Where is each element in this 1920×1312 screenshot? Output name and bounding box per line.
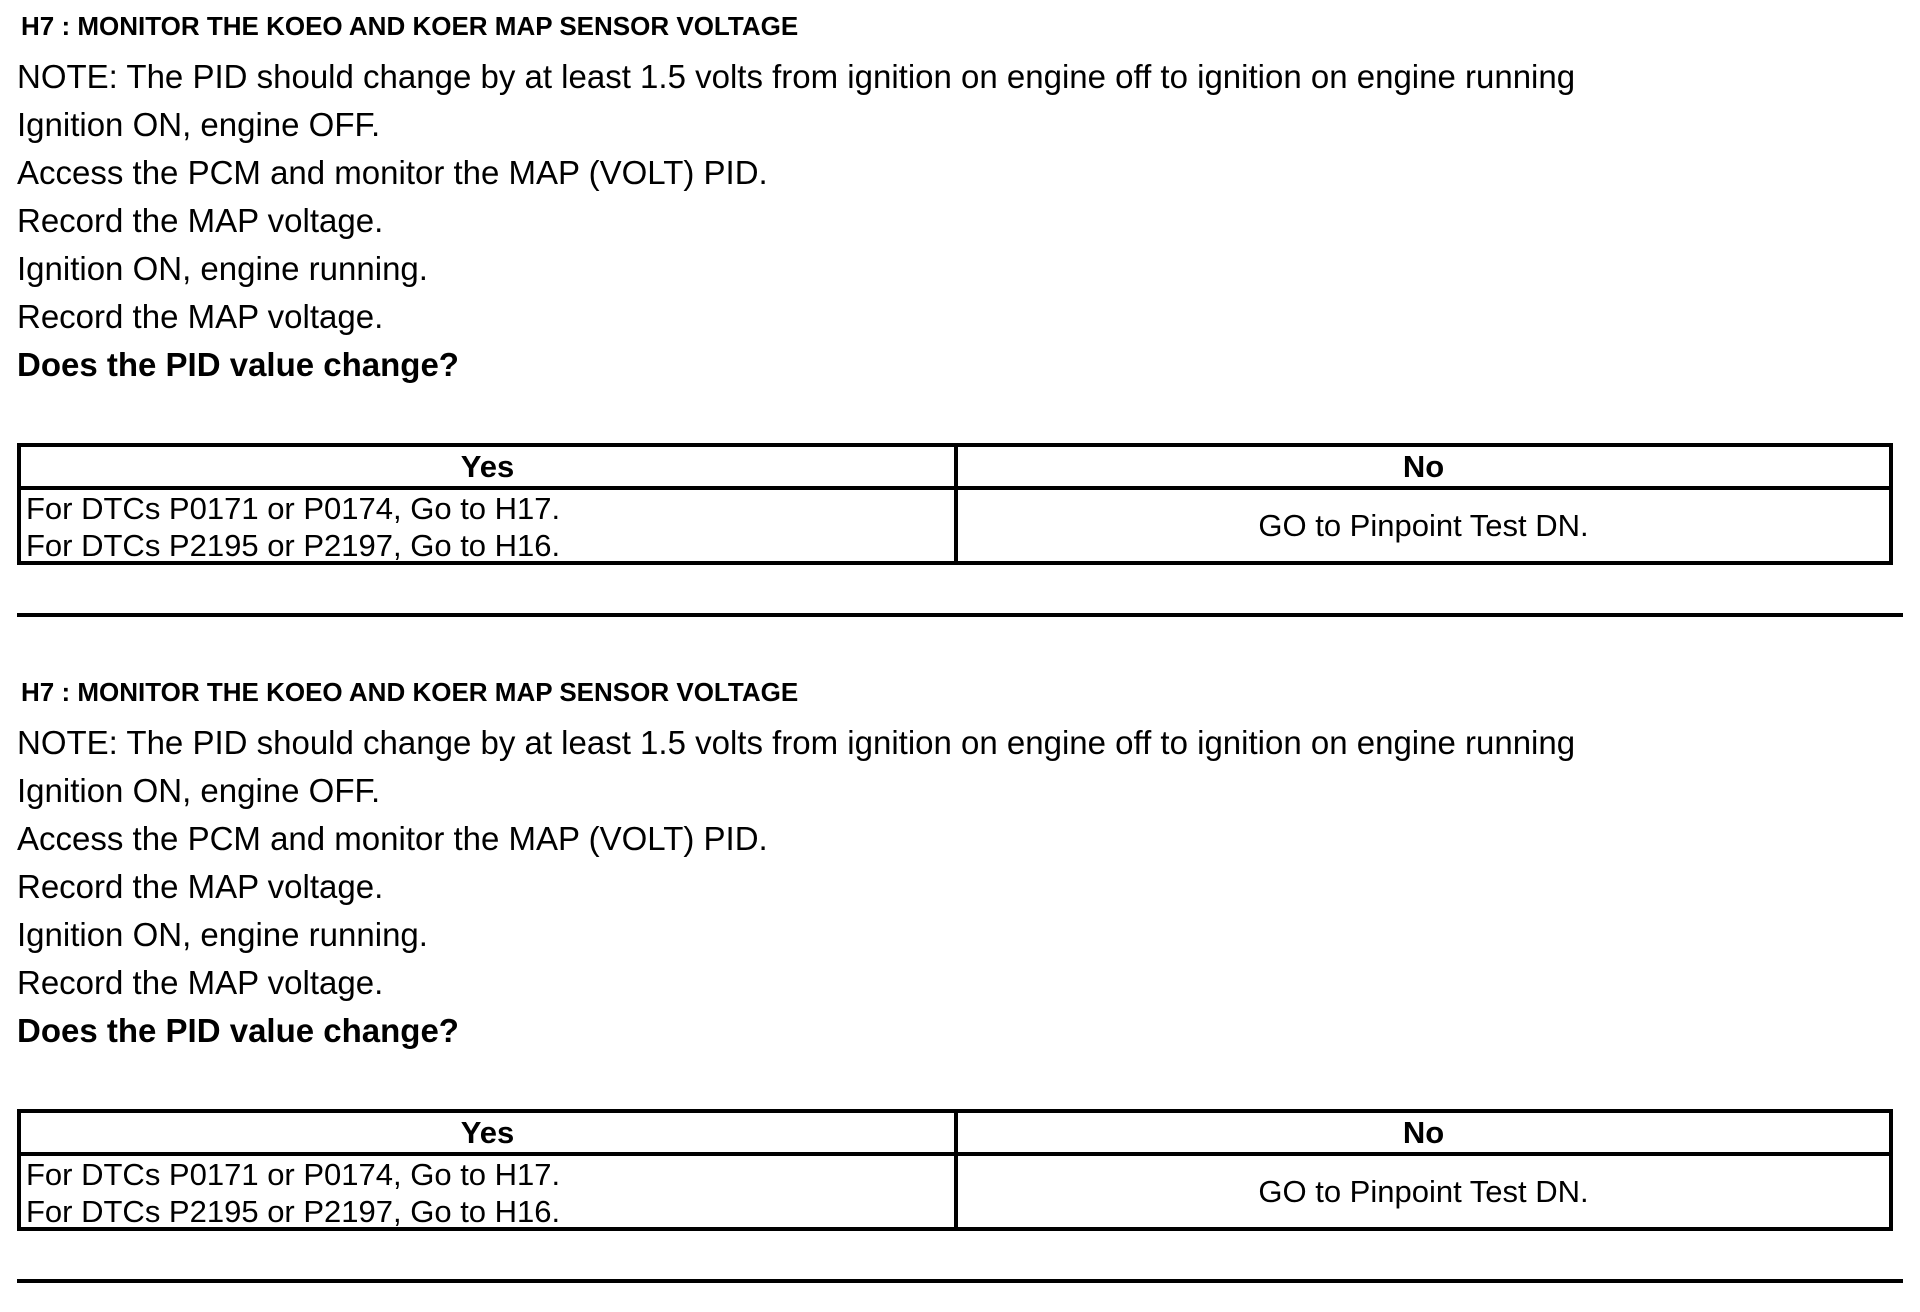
- yes-action-line: For DTCs P2195 or P2197, Go to H16.: [26, 1194, 561, 1229]
- yes-action-line: For DTCs P2195 or P2197, Go to H16.: [26, 528, 561, 563]
- question-line: Does the PID value change?: [17, 1012, 459, 1049]
- step-line: Ignition ON, engine OFF.: [17, 772, 381, 809]
- step-line: Ignition ON, engine running.: [17, 250, 428, 287]
- question-line: Does the PID value change?: [17, 346, 459, 383]
- table-cell-yes: [26, 1156, 560, 1230]
- step-line: Record the MAP voltage.: [17, 298, 384, 335]
- table-header-yes: Yes: [460, 449, 515, 484]
- step-line: Access the PCM and monitor the MAP (VOLT) PID.: [17, 154, 768, 191]
- table-cell-yes: [26, 490, 560, 564]
- yes-action-line: For DTCs P0171 or P0174, Go to H17.: [26, 1157, 561, 1192]
- step-line: Record the MAP voltage.: [17, 868, 384, 905]
- section-divider: [17, 1279, 1903, 1283]
- table-cell-no: GO to Pinpoint Test DN.: [1258, 1174, 1589, 1209]
- step-line: Record the MAP voltage.: [17, 964, 384, 1001]
- note-line: NOTE: The PID should change by at least 1.5 volts from ignition on engine off to ignition on engine running: [17, 58, 1576, 95]
- note-line: NOTE: The PID should change by at least 1.5 volts from ignition on engine off to ignition on engine running: [17, 724, 1576, 761]
- step-line: Ignition ON, engine OFF.: [17, 106, 381, 143]
- decision-table: [17, 1109, 1893, 1231]
- yes-action-line: For DTCs P0171 or P0174, Go to H17.: [26, 491, 561, 526]
- decision-table: [17, 443, 1893, 565]
- section-divider: [17, 613, 1903, 617]
- table-header-no: No: [1402, 449, 1445, 484]
- section-heading: H7 : MONITOR THE KOEO AND KOER MAP SENSOR VOLTAGE: [21, 677, 799, 707]
- step-line: Ignition ON, engine running.: [17, 916, 428, 953]
- table-cell-no: GO to Pinpoint Test DN.: [1258, 508, 1589, 543]
- step-line: Access the PCM and monitor the MAP (VOLT) PID.: [17, 820, 768, 857]
- table-header-no: No: [1402, 1115, 1445, 1150]
- table-header-yes: Yes: [460, 1115, 515, 1150]
- section-heading: H7 : MONITOR THE KOEO AND KOER MAP SENSOR VOLTAGE: [21, 11, 799, 41]
- step-line: Record the MAP voltage.: [17, 202, 384, 239]
